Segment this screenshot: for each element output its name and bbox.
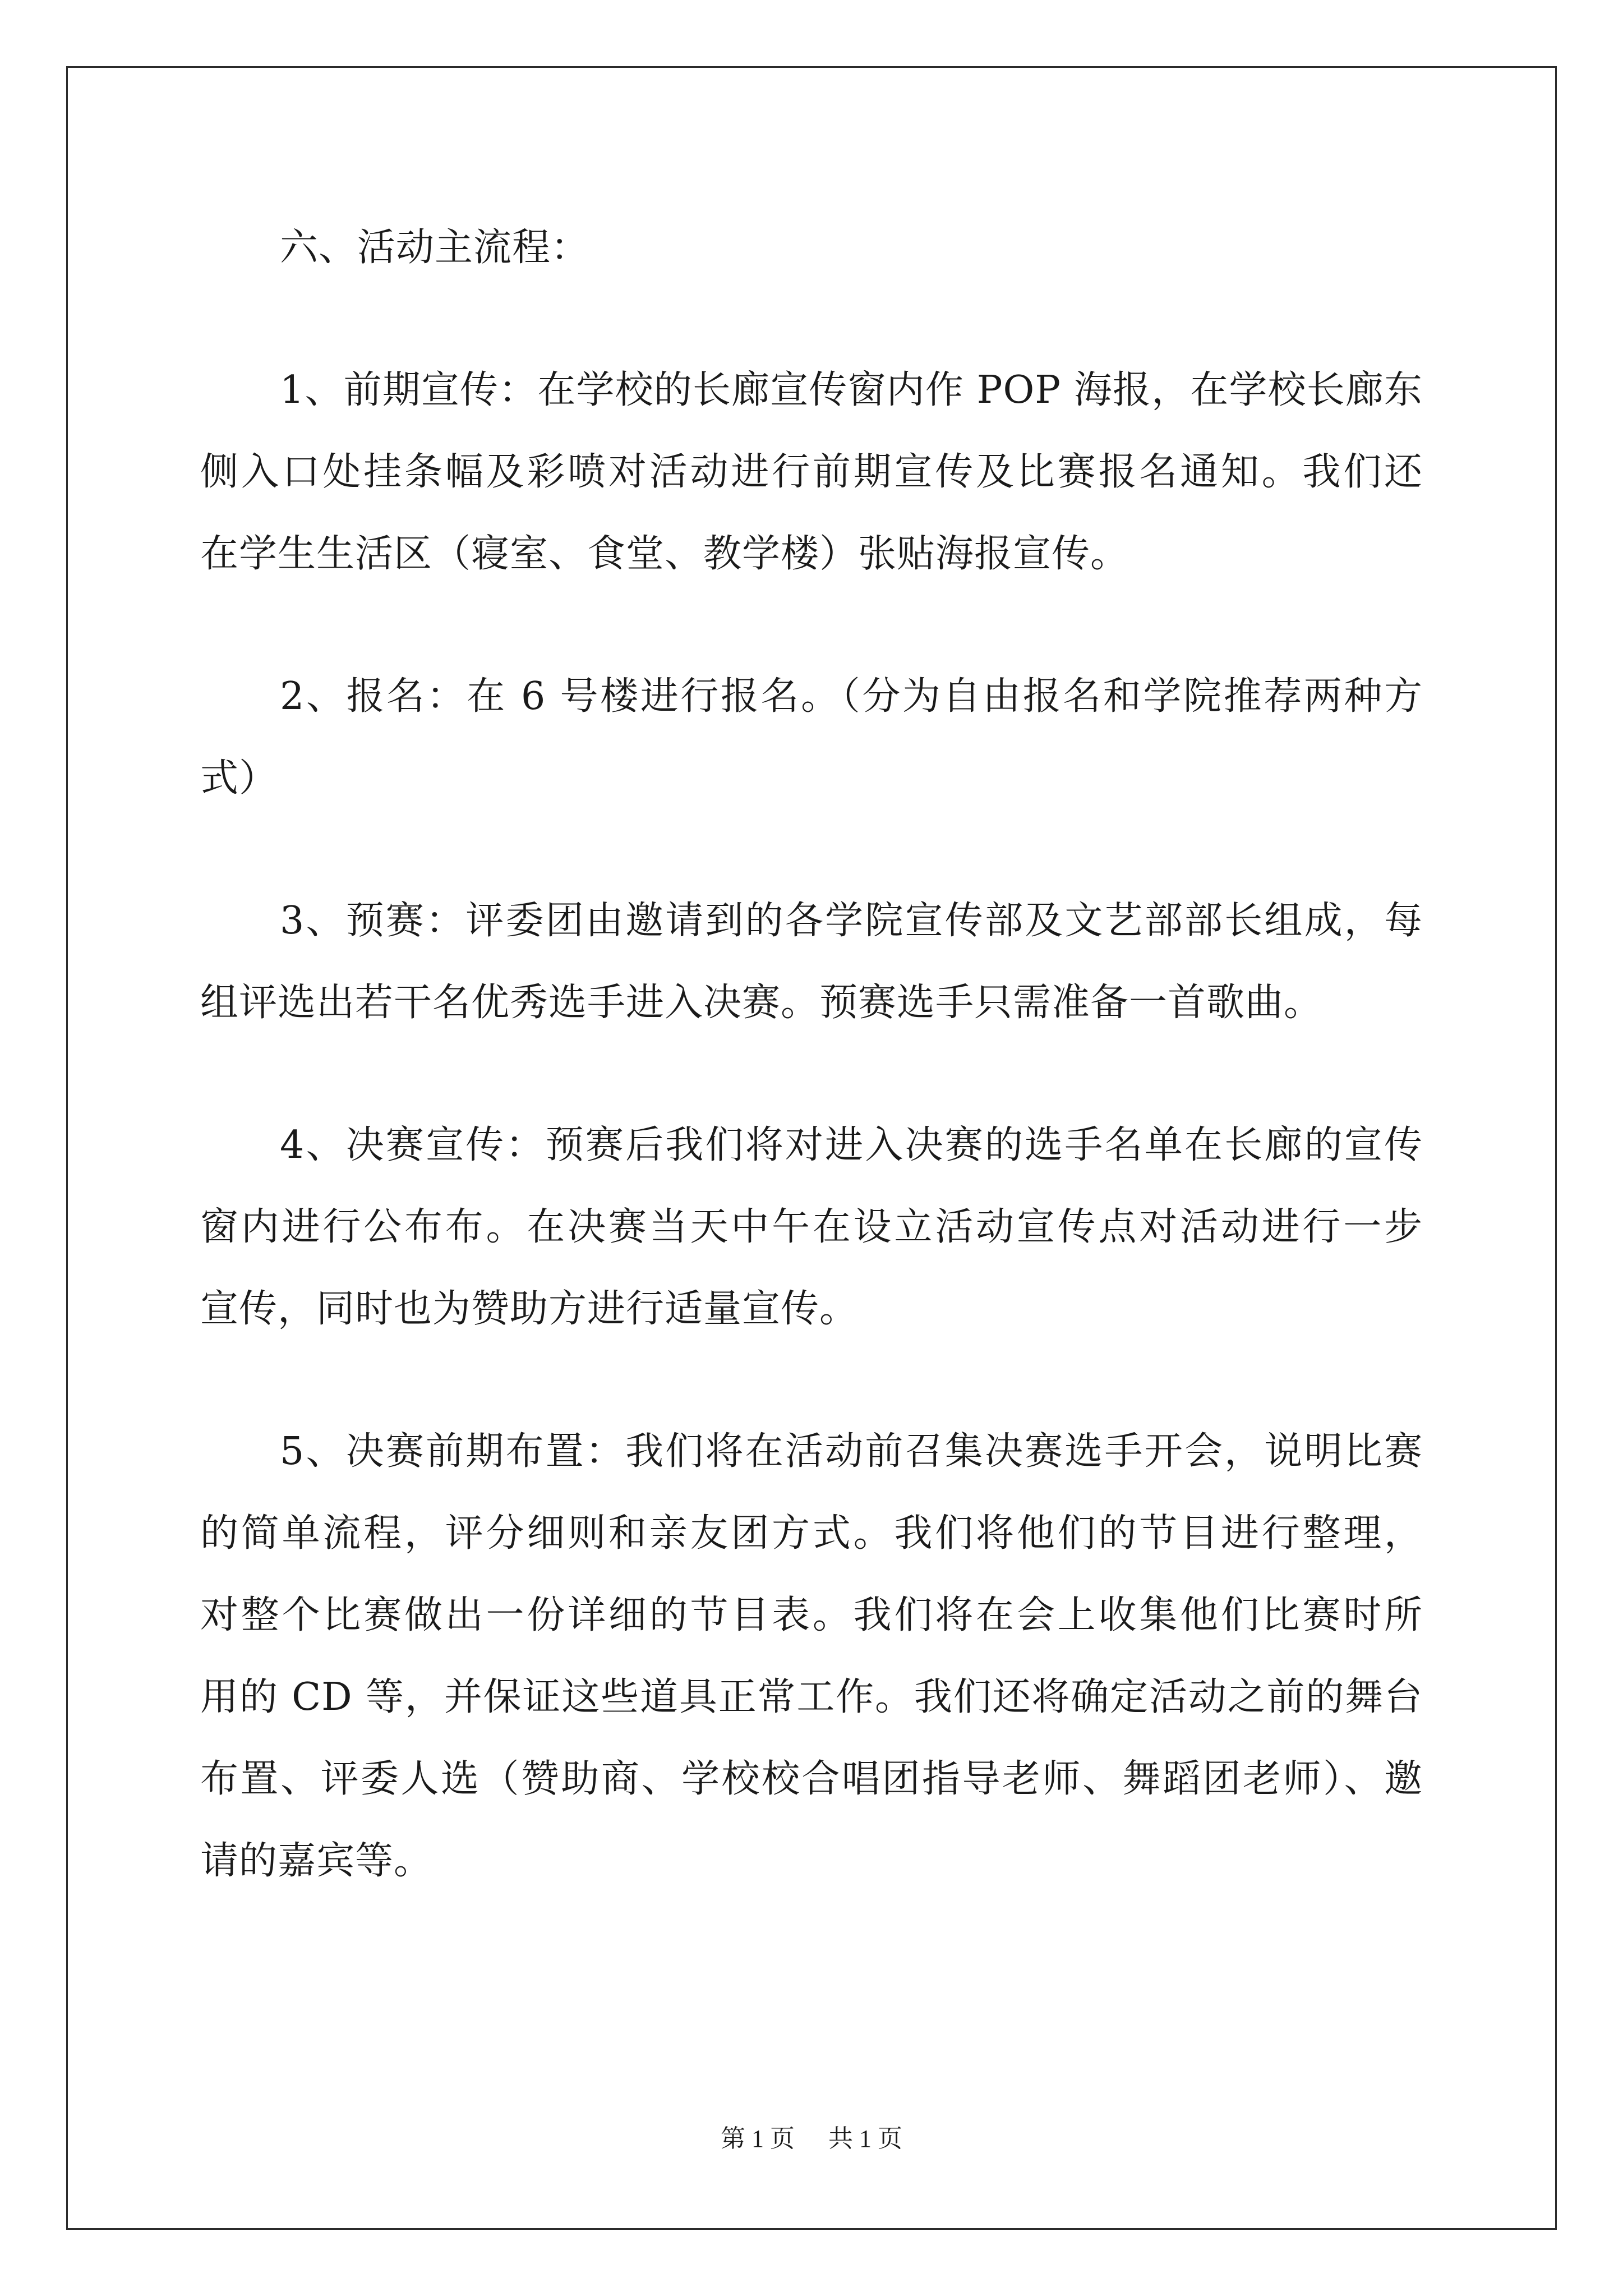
paragraph-5 [200,1411,1423,1902]
paragraph-line: 式） [200,756,278,800]
page-total: 共 1 页 [828,2125,902,2152]
paragraph-line: 布置、评委人选（赞助商、学校校合唱团指导老师、舞蹈团老师）、邀 [200,1757,1423,1801]
paragraph-line: 用的 CD 等，并保证这些道具正常工作。我们还将确定活动之前的舞台 [200,1675,1423,1719]
document-body [200,207,1423,1902]
paragraph-2 [200,656,1423,820]
paragraph-1 [200,349,1423,595]
paragraph-line: 侧入口处挂条幅及彩喷对活动进行前期宣传及比赛报名通知。我们还 [200,450,1423,494]
paragraph-line: 窗内进行公布布。在决赛当天中午在设立活动宣传点对活动进行一步 [200,1205,1423,1249]
paragraph-line: 请的嘉宾等。 [200,1839,433,1883]
paragraph-3 [200,880,1423,1044]
page-number: 第 1 页 [721,2125,795,2152]
page-footer [0,2122,1623,2156]
paragraph-line: 对整个比赛做出一份详细的节目表。我们将在会上收集他们比赛时所 [200,1593,1423,1637]
paragraph-line: 1、前期宣传：在学校的长廊宣传窗内作 POP 海报，在学校长廊东 [280,368,1423,412]
paragraph-4 [200,1105,1423,1350]
paragraph-line: 在学生生活区（寝室、食堂、教学楼）张贴海报宣传。 [200,532,1129,576]
section-heading: 六、活动主流程： [280,226,590,270]
paragraph-line: 5、决赛前期布置：我们将在活动前召集决赛选手开会，说明比赛 [280,1429,1423,1474]
paragraph-line: 的简单流程，评分细则和亲友团方式。我们将他们的节目进行整理， [200,1511,1423,1556]
paragraph-line: 组评选出若干名优秀选手进入决赛。预赛选手只需准备一首歌曲。 [200,981,1323,1025]
paragraph-line: 2、报名：在 6 号楼进行报名。（分为自由报名和学院推荐两种方 [280,674,1423,719]
paragraph-line: 4、决赛宣传：预赛后我们将对进入决赛的选手名单在长廊的宣传 [280,1123,1423,1167]
paragraph-line: 3、预赛：评委团由邀请到的各学院宣传部及文艺部部长组成，每 [280,899,1423,943]
paragraph-line: 宣传，同时也为赞助方进行适量宣传。 [200,1287,859,1331]
